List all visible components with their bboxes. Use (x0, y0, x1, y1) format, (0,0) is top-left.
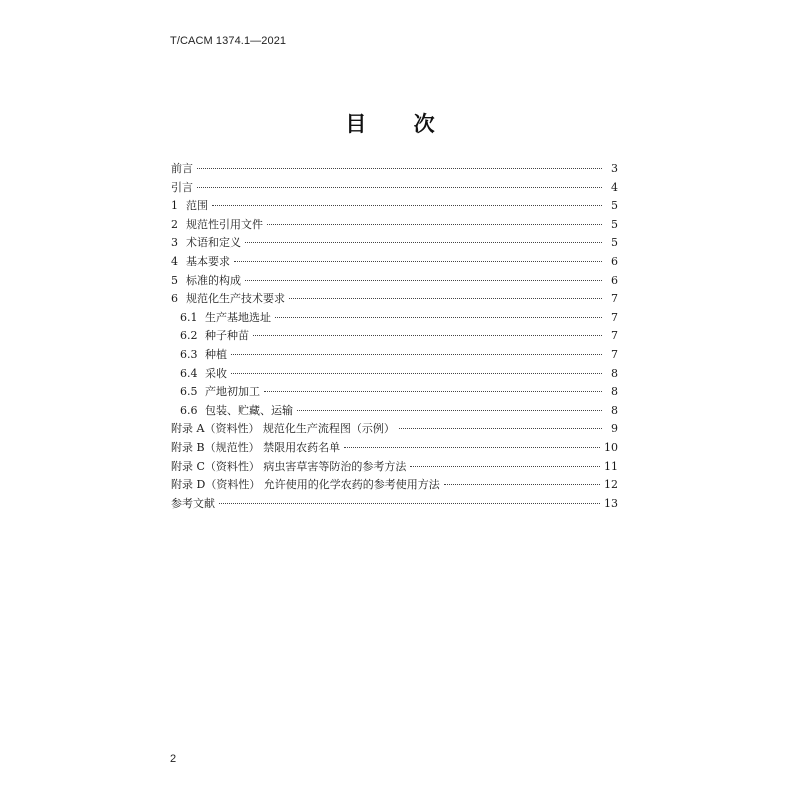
toc-entry-number: 6 (171, 292, 178, 306)
toc-entry-page: 9 (611, 422, 618, 436)
toc-leader-dots (234, 261, 602, 262)
toc-entry-number: 6.3 (180, 347, 198, 361)
toc-leader-dots (245, 280, 602, 281)
table-of-contents (171, 160, 618, 513)
toc-leader-dots (197, 187, 602, 188)
toc-leader-dots (253, 335, 602, 336)
toc-entry-number: 6.6 (180, 403, 198, 417)
toc-entry[interactable] (171, 309, 618, 328)
toc-entry-page: 7 (611, 347, 618, 361)
toc-entry-label: 规范性引用文件 (186, 217, 263, 231)
toc-entry-label: 引言 (171, 180, 193, 194)
toc-entry[interactable] (171, 458, 618, 477)
toc-entry[interactable] (171, 476, 618, 495)
toc-entry-page: 10 (604, 440, 618, 454)
toc-leader-dots (231, 354, 602, 355)
toc-entry-number: 6.5 (180, 385, 198, 399)
toc-entry-number: 4 (171, 254, 178, 268)
page-title: 目 次 (345, 111, 455, 136)
toc-entry-label: 种植 (205, 347, 227, 361)
toc-entry-label: 参考文献 (171, 496, 215, 510)
document-code: T/CACM 1374.1—2021 (170, 35, 287, 47)
toc-entry-label: 附录 B（规范性） 禁限用农药名单 (171, 440, 341, 454)
toc-entry-number: 1 (171, 199, 178, 213)
toc-entry-page: 4 (611, 180, 618, 194)
toc-leader-dots (212, 205, 602, 206)
toc-entry[interactable] (171, 197, 618, 216)
toc-entry-number: 5 (171, 273, 178, 287)
toc-entry-number: 6.1 (180, 310, 198, 324)
toc-entry[interactable] (171, 290, 618, 309)
toc-entry[interactable] (171, 365, 618, 384)
toc-entry-page: 7 (611, 329, 618, 343)
toc-leader-dots (410, 466, 600, 467)
toc-entry-label: 基本要求 (186, 254, 230, 268)
toc-entry-number: 3 (171, 236, 178, 250)
toc-entry-label: 附录 D（资料性） 允许使用的化学农药的参考使用方法 (171, 478, 440, 492)
toc-entry[interactable] (171, 253, 618, 272)
toc-leader-dots (275, 317, 602, 318)
toc-entry-label: 术语和定义 (186, 236, 241, 250)
toc-entry-page: 6 (611, 273, 618, 287)
toc-entry-number: 2 (171, 217, 178, 231)
toc-entry-label: 包装、贮藏、运输 (205, 403, 293, 417)
toc-entry-page: 8 (611, 366, 618, 380)
toc-entry[interactable] (171, 495, 618, 514)
toc-entry-label: 范围 (186, 199, 208, 213)
toc-leader-dots (245, 242, 602, 243)
toc-entry[interactable] (171, 234, 618, 253)
toc-leader-dots (289, 298, 602, 299)
toc-entry-label: 采收 (205, 366, 227, 380)
toc-entry[interactable] (171, 272, 618, 291)
toc-entry-label: 标准的构成 (186, 273, 241, 287)
toc-entry[interactable] (171, 383, 618, 402)
toc-entry-label: 规范化生产技术要求 (186, 292, 285, 306)
toc-entry[interactable] (171, 346, 618, 365)
toc-entry-label: 附录 C（资料性） 病虫害草害等防治的参考方法 (171, 459, 407, 473)
toc-leader-dots (444, 484, 600, 485)
toc-entry[interactable] (171, 402, 618, 421)
page-number: 2 (170, 753, 177, 765)
toc-entry-page: 5 (611, 236, 618, 250)
toc-entry-page: 6 (611, 254, 618, 268)
toc-entry-page: 7 (611, 310, 618, 324)
toc-entry[interactable] (171, 216, 618, 235)
toc-entry-page: 8 (611, 403, 618, 417)
toc-entry-page: 13 (604, 496, 618, 510)
toc-entry-page: 5 (611, 199, 618, 213)
toc-leader-dots (399, 428, 602, 429)
toc-entry[interactable] (171, 327, 618, 346)
toc-leader-dots (264, 391, 602, 392)
toc-entry-label: 种子种苗 (205, 329, 249, 343)
toc-leader-dots (297, 410, 602, 411)
toc-leader-dots (219, 503, 600, 504)
toc-entry-label: 产地初加工 (205, 385, 260, 399)
toc-entry[interactable] (171, 420, 618, 439)
toc-entry-page: 8 (611, 385, 618, 399)
toc-entry[interactable] (171, 179, 618, 198)
toc-leader-dots (197, 168, 602, 169)
toc-entry-page: 11 (604, 459, 618, 473)
toc-leader-dots (267, 224, 602, 225)
toc-leader-dots (344, 447, 600, 448)
toc-entry-label: 前言 (171, 162, 193, 175)
toc-entry[interactable] (171, 160, 618, 179)
toc-entry-number: 6.2 (180, 329, 198, 343)
toc-entry[interactable] (171, 439, 618, 458)
toc-entry-page: 5 (611, 217, 618, 231)
toc-leader-dots (231, 373, 602, 374)
toc-entry-number: 6.4 (180, 366, 198, 380)
toc-entry-page: 3 (611, 162, 618, 175)
toc-entry-page: 12 (604, 478, 618, 492)
toc-entry-label: 生产基地选址 (205, 310, 271, 324)
toc-entry-label: 附录 A（资料性） 规范化生产流程图（示例） (171, 422, 395, 436)
toc-entry-page: 7 (611, 292, 618, 306)
